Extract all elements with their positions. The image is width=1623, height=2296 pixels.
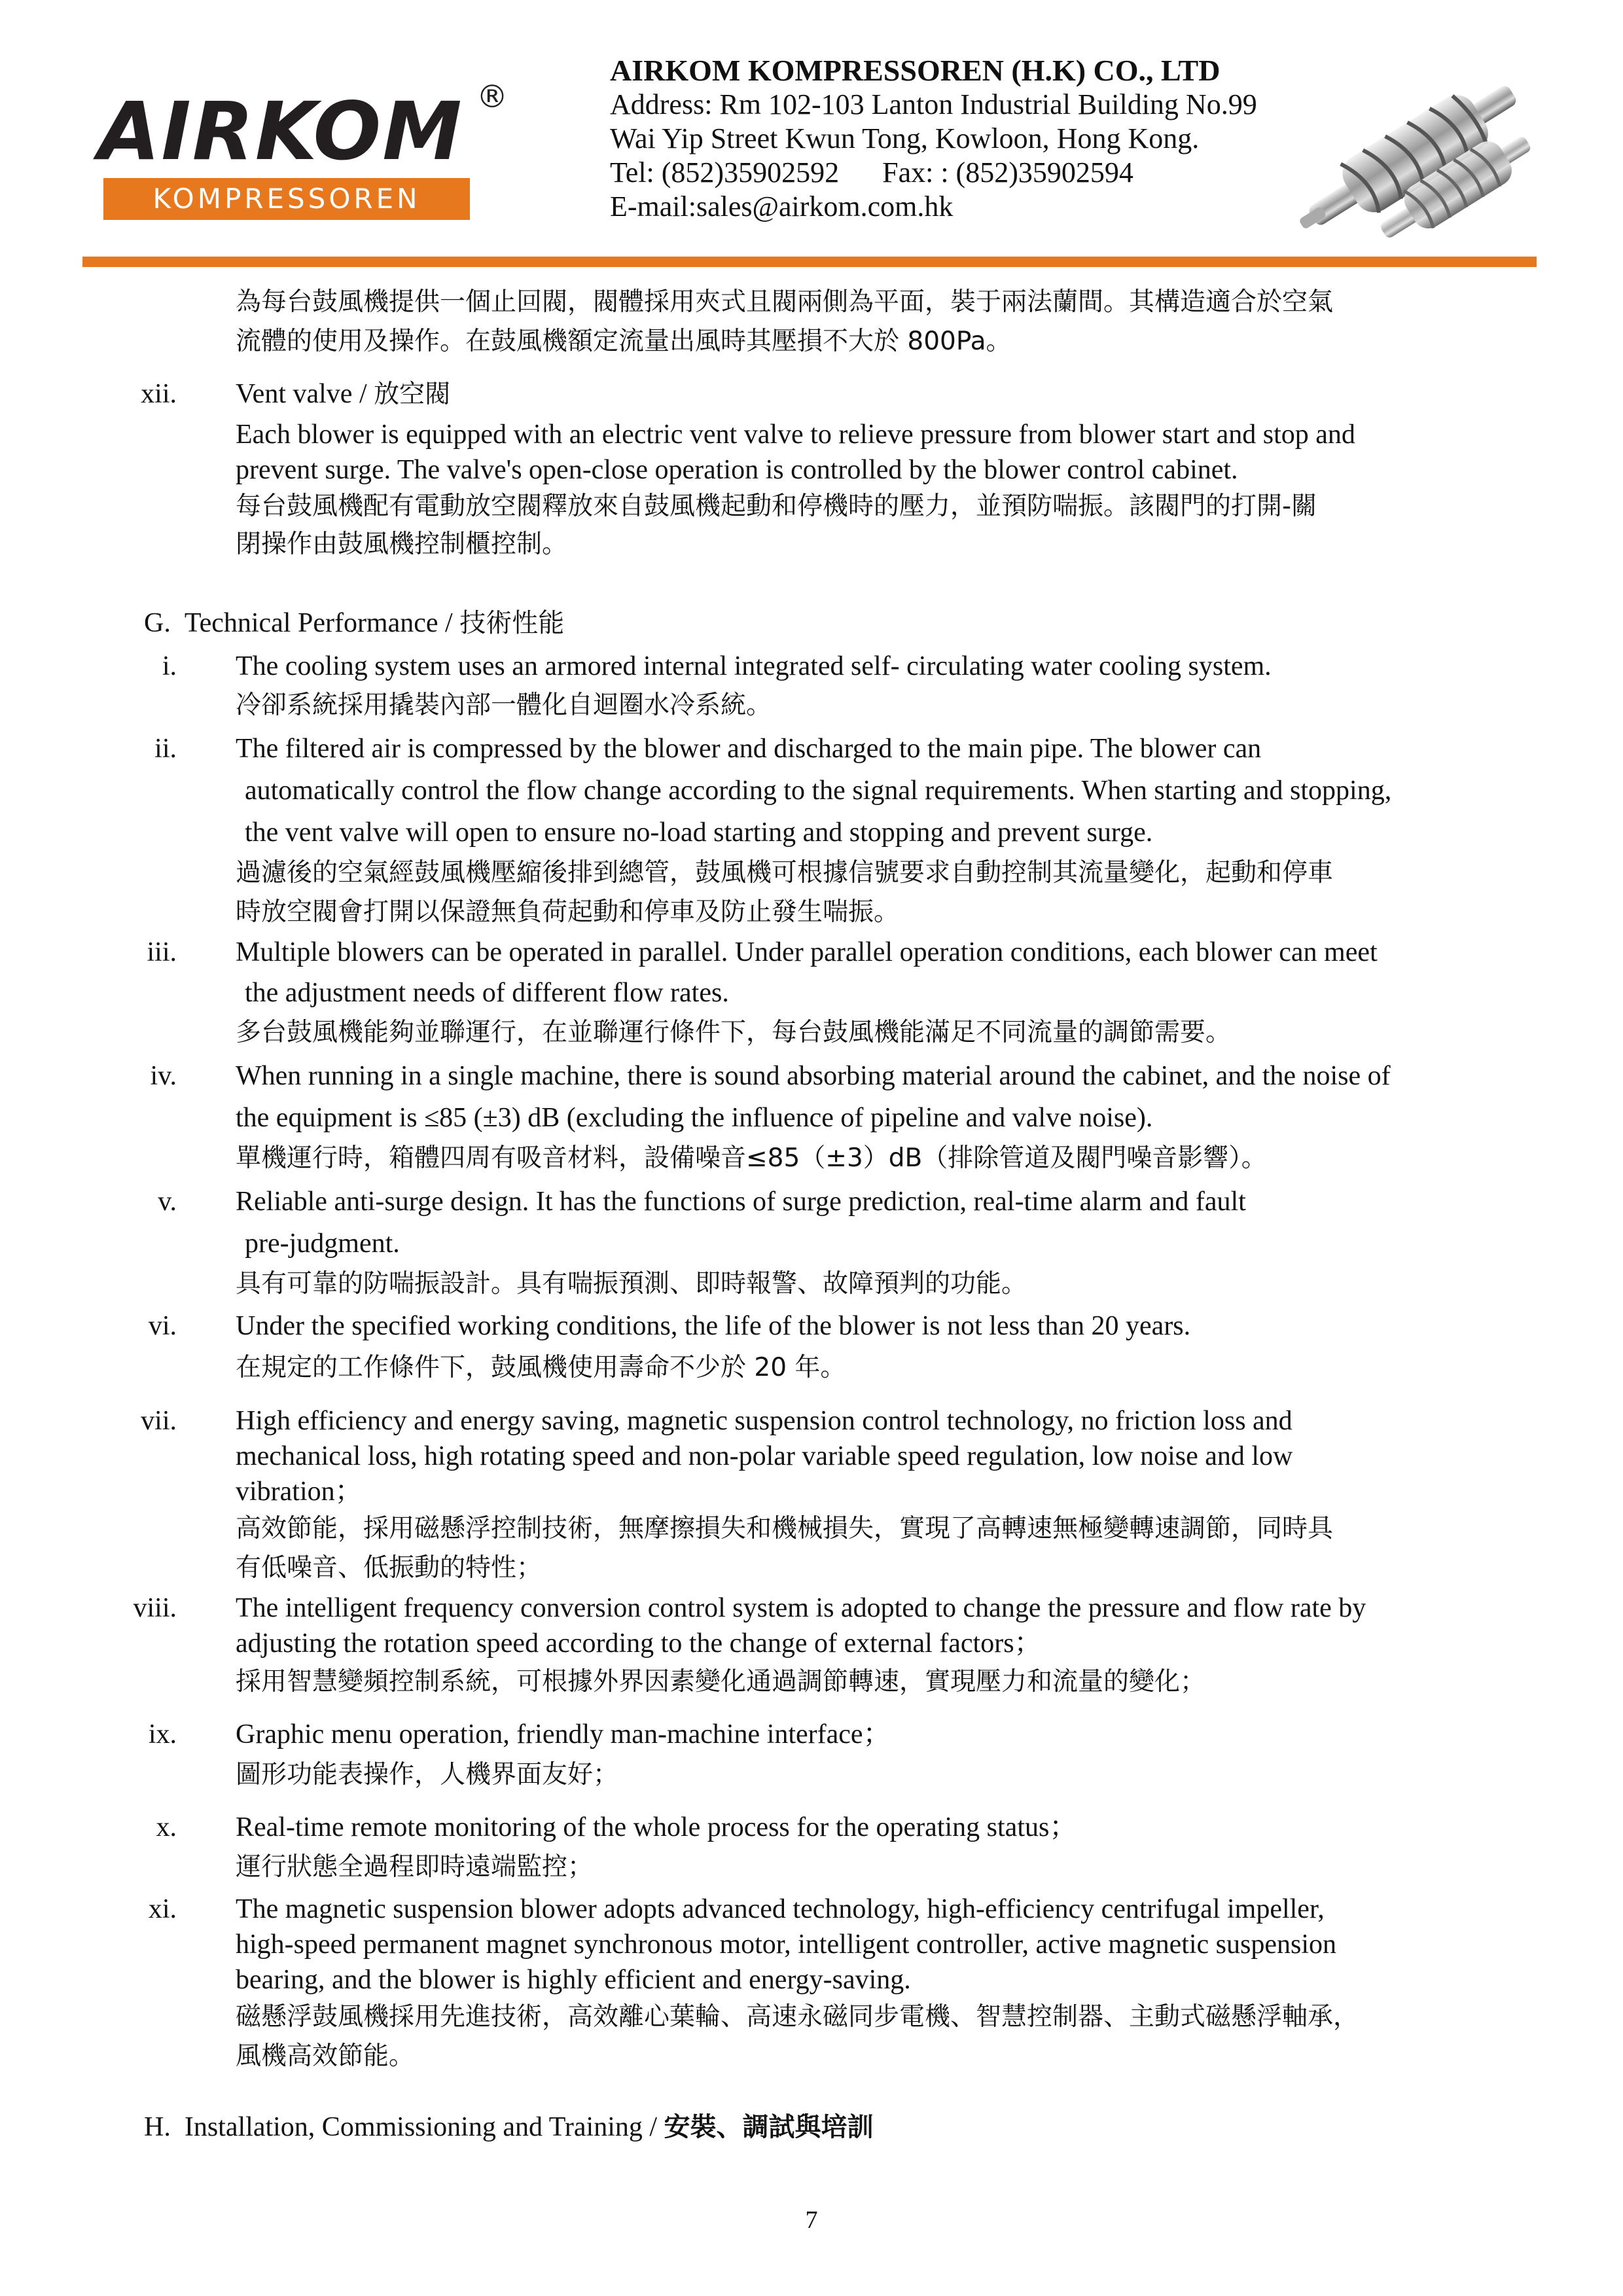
item-number: v. <box>158 1187 177 1217</box>
section-title-en: Installation, Commissioning and Training / <box>184 2112 658 2142</box>
text-line: the vent valve will open to ensure no-load starting and stopping and prevent surge. <box>245 817 1153 848</box>
item-number: xii. <box>141 379 177 409</box>
item-number: xi. <box>148 1894 177 1924</box>
text-line: Reliable anti-surge design. It has the functions of surge prediction, real-time alarm and fault <box>236 1187 1246 1217</box>
item-number: iv. <box>150 1061 177 1091</box>
tel: Tel: (852)35902592 <box>610 156 840 188</box>
item-number: x. <box>156 1812 177 1842</box>
text-line: 有低噪音、低振動的特性； <box>236 1553 543 1583</box>
text-line: 時放空閥會打開以保證無負荷起動和停車及防止發生喘振。 <box>236 897 900 927</box>
text-line: 閉操作由鼓風機控制櫃控制。 <box>236 529 568 559</box>
text-line: 高效節能，採用磁懸浮控制技術，無摩擦損失和機械損失，實現了高轉速無極變轉速調節，同時具 <box>236 1514 1334 1543</box>
contact-line <box>610 156 1297 190</box>
item-number: vi. <box>148 1311 177 1341</box>
header-divider <box>82 257 1537 267</box>
text-line: 單機運行時，箱體四周有吸音材料，設備噪音≤85（±3）dB（排除管道及閥門噪音影響）。 <box>236 1143 1267 1173</box>
text-line: the equipment is ≤85 (±3) dB (excluding the influence of pipeline and valve noise). <box>236 1103 1153 1133</box>
text-line: 每台鼓風機配有電動放空閥釋放來自鼓風機起動和停機時的壓力，並預防喘振。該閥門的打開-關 <box>236 492 1317 521</box>
item-number: iii. <box>147 937 177 967</box>
item-number: viii. <box>133 1593 177 1623</box>
continuation-text <box>236 283 1531 361</box>
item-title <box>236 374 1538 414</box>
text-line: the adjustment needs of different flow rates. <box>245 978 729 1008</box>
text-line: Under the specified working conditions, the life of the blower is not less than 20 years. <box>236 1311 1191 1341</box>
text-line: Each blower is equipped with an electric vent valve to relieve pressure from blower start and stop and <box>236 420 1355 450</box>
address-line-2: Wai Yip Street Kwun Tong, Kowloon, Hong Kong. <box>610 122 1200 154</box>
text-line: 圖形功能表操作，人機界面友好； <box>236 1760 619 1789</box>
logo-subtext-bar: KOMPRESSOREN <box>103 178 470 220</box>
text-line: Multiple blowers can be operated in parallel. Under parallel operation conditions, each blower can meet <box>236 937 1378 967</box>
text-line: 過濾後的空氣經鼓風機壓縮後排到總管，鼓風機可根據信號要求自動控制其流量變化，起動和停車 <box>236 858 1334 888</box>
text-line: adjusting the rotation speed according to the change of external factors； <box>236 1628 1042 1659</box>
section-label: G. <box>144 608 171 638</box>
logo-wordmark: AIRKOM <box>98 85 463 178</box>
text-line: The intelligent frequency conversion control system is adopted to change the pressure and flow rate by <box>236 1593 1366 1623</box>
section-label: H. <box>144 2112 171 2142</box>
fax: Fax: : (852)35902594 <box>882 156 1133 188</box>
company-info <box>610 54 1297 224</box>
text-line: The cooling system uses an armored internal integrated self- circulating water cooling system. <box>236 651 1272 681</box>
text-line: 流體的使用及操作。在鼓風機額定流量出風時其壓損不大於 800Pa。 <box>236 327 1012 356</box>
text-line: prevent surge. The valve's open-close operation is controlled by the blower control cabinet. <box>236 455 1238 485</box>
item-title-zh: 放空閥 <box>374 380 451 409</box>
registered-mark: ® <box>476 79 508 115</box>
text-line: 冷卻系統採用撬裝內部一體化自迴圈水冷系統。 <box>236 691 772 720</box>
item-number: ii. <box>154 734 177 764</box>
item-number: ix. <box>148 1719 177 1749</box>
address-line-1: Address: Rm 102-103 Lanton Industrial Building No.99 <box>610 88 1257 120</box>
section-title-zh: 技術性能 <box>459 608 565 638</box>
item-title-en: Vent valve / <box>236 379 367 409</box>
text-line: 在規定的工作條件下，鼓風機使用壽命不少於 20 年。 <box>236 1353 846 1382</box>
section-g-heading <box>144 603 564 643</box>
text-line: 運行狀態全過程即時遠端監控； <box>236 1852 594 1882</box>
company-logo <box>98 79 508 229</box>
text-line: Graphic menu operation, friendly man-machine interface； <box>236 1719 891 1749</box>
item-number: i. <box>162 651 177 681</box>
text-line: The magnetic suspension blower adopts advanced technology, high-efficiency centrifugal impeller, <box>236 1894 1325 1924</box>
item-number: vii. <box>141 1406 177 1436</box>
text-line: Real-time remote monitoring of the whole process for the operating status； <box>236 1812 1077 1842</box>
text-line: 風機高效節能。 <box>236 2041 415 2071</box>
text-line: high-speed permanent magnet synchronous motor, intelligent controller, active magnetic suspension <box>236 1929 1337 1960</box>
text-line: pre-judgment. <box>245 1229 400 1259</box>
text-line: 為每台鼓風機提供一個止回閥，閥體採用夾式且閥兩側為平面，裝于兩法蘭間。其構造適合於空氣 <box>236 287 1334 317</box>
text-line: automatically control the flow change according to the signal requirements. When starting and stopping, <box>245 776 1392 806</box>
text-line: High efficiency and energy saving, magnetic suspension control technology, no friction loss and <box>236 1406 1293 1436</box>
text-line: mechanical loss, high rotating speed and non-polar variable speed regulation, low noise and low <box>236 1441 1293 1471</box>
page-number: 7 <box>805 2206 818 2234</box>
text-line: 磁懸浮鼓風機採用先進技術，高效離心葉輪、高速永磁同步電機、智慧控制器、主動式磁懸浮軸承， <box>236 2002 1359 2032</box>
screw-rotor-image <box>1283 59 1538 255</box>
text-line: vibration； <box>236 1477 363 1507</box>
text-line: The filtered air is compressed by the blower and discharged to the main pipe. The blower can <box>236 734 1262 764</box>
text-line: When running in a single machine, there is sound absorbing material around the cabinet, and the noise of <box>236 1061 1391 1091</box>
email: E-mail:sales@airkom.com.hk <box>610 190 954 223</box>
text-line: bearing, and the blower is highly efficient and energy-saving. <box>236 1965 911 1995</box>
section-title-en: Technical Performance / <box>184 608 453 638</box>
section-h-heading <box>144 2108 874 2147</box>
section-title-zh: 安裝、調試與培訓 <box>664 2112 874 2142</box>
text-line: 多台鼓風機能夠並聯運行，在並聯運行條件下，每台鼓風機能滿足不同流量的調節需要。 <box>236 1018 1232 1047</box>
text-line: 具有可靠的防喘振設計。具有喘振預測、即時報警、故障預判的功能。 <box>236 1269 1027 1299</box>
company-name: AIRKOM KOMPRESSOREN (H.K) CO., LTD <box>610 54 1221 87</box>
text-line: 採用智慧變頻控制系統，可根據外界因素變化通過調節轉速，實現壓力和流量的變化； <box>236 1667 1206 1696</box>
